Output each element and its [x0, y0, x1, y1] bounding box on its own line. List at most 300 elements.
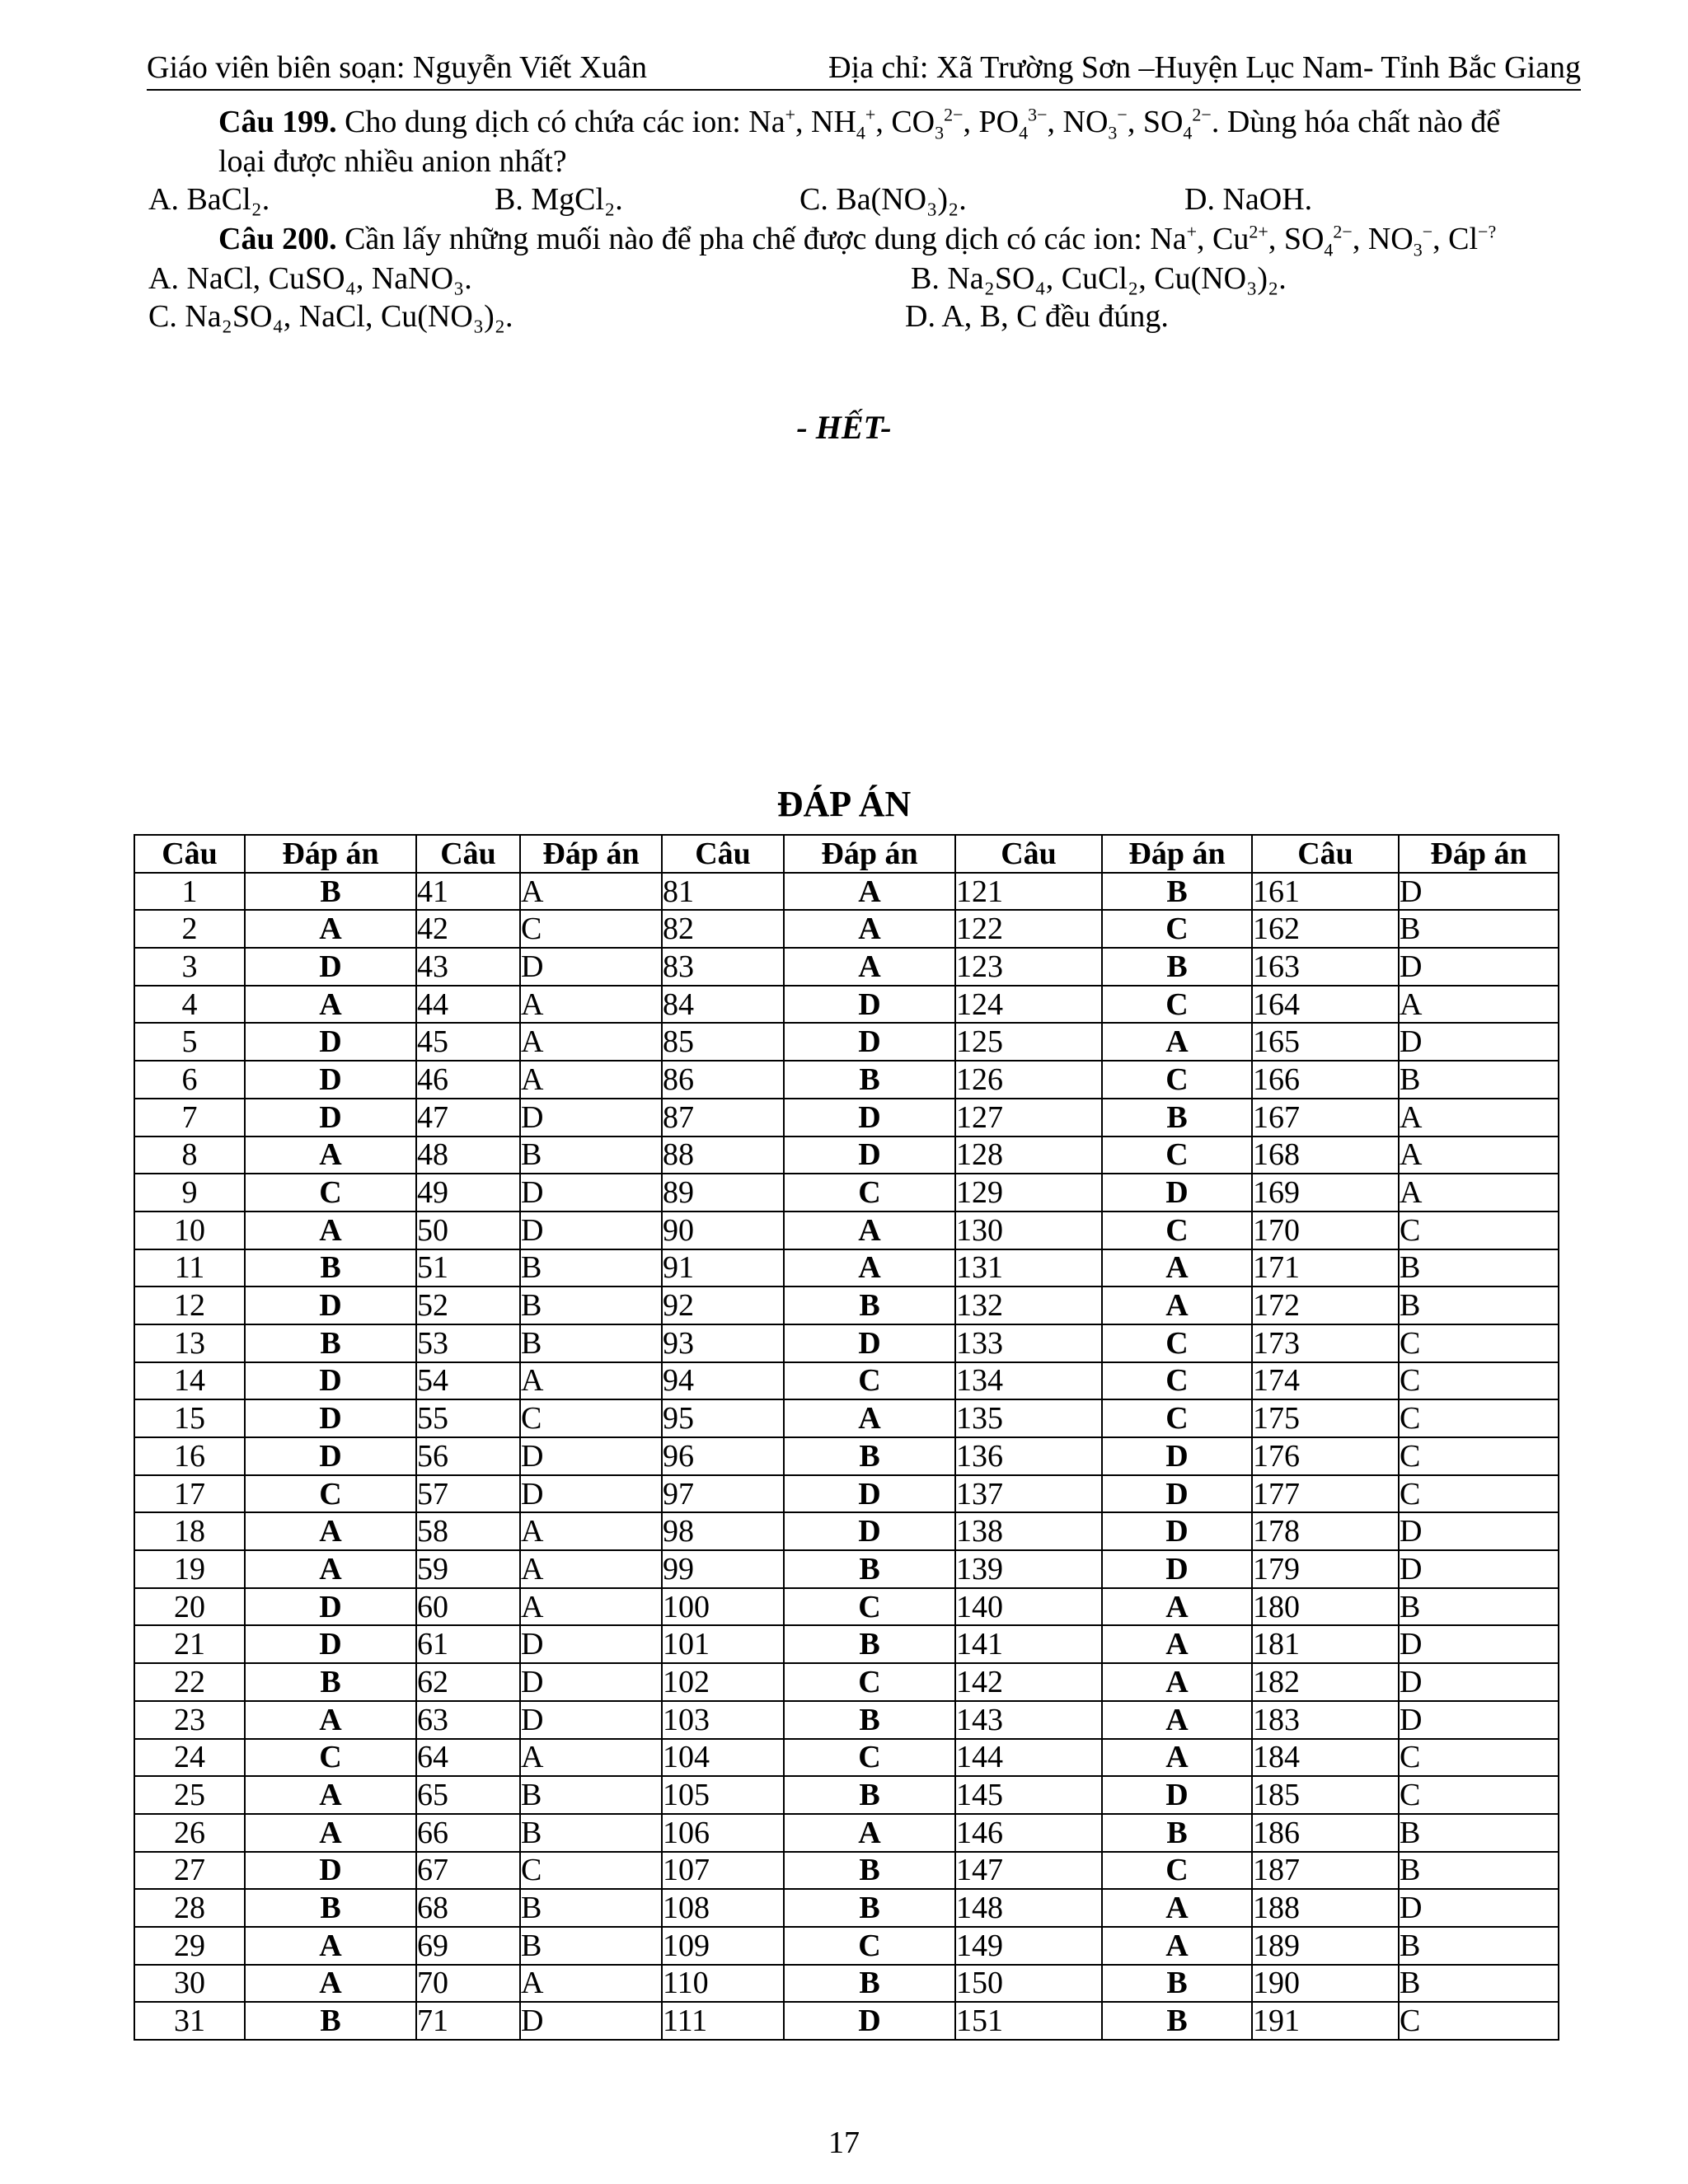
question-number-cell: 148 — [955, 1889, 1102, 1927]
answer-cell: A — [245, 986, 416, 1024]
question-number-cell: 96 — [662, 1437, 784, 1475]
table-row — [134, 2002, 1559, 2040]
answer-cell: A — [1399, 1174, 1559, 1212]
page-number: 17 — [828, 2125, 860, 2160]
answer-table-header — [134, 835, 1559, 873]
answer-cell: A — [520, 1550, 662, 1588]
question-number-cell: 177 — [1252, 1475, 1399, 1513]
answer-cell: A — [1102, 1739, 1252, 1777]
question-number-cell: 146 — [955, 1814, 1102, 1852]
answer-cell: A — [784, 873, 955, 911]
table-row — [134, 1852, 1559, 1890]
question-number-cell: 25 — [134, 1776, 245, 1814]
answer-cell: C — [1399, 1776, 1559, 1814]
answer-cell: D — [520, 2002, 662, 2040]
question-number-cell: 71 — [416, 2002, 520, 2040]
answer-cell: A — [520, 1023, 662, 1061]
question-number-cell: 172 — [1252, 1286, 1399, 1324]
question-number-cell: 24 — [134, 1739, 245, 1777]
col-header: Đáp án — [1102, 835, 1252, 873]
option-199-c: C. Ba(NO₃)₂. — [799, 182, 967, 217]
answer-cell: A — [1102, 1701, 1252, 1739]
table-row — [134, 1927, 1559, 1965]
answer-cell: B — [784, 1889, 955, 1927]
question-number-cell: 66 — [416, 1814, 520, 1852]
answer-table-body — [134, 873, 1559, 2040]
question-number-cell: 81 — [662, 873, 784, 911]
question-number-cell: 87 — [662, 1099, 784, 1137]
answer-cell: C — [784, 1588, 955, 1626]
question-number-cell: 89 — [662, 1174, 784, 1212]
answer-cell: D — [1102, 1174, 1252, 1212]
question-number-cell: 101 — [662, 1625, 784, 1663]
col-header: Đáp án — [784, 835, 955, 873]
answer-cell: C — [1102, 1852, 1252, 1890]
question-number-cell: 107 — [662, 1852, 784, 1890]
answer-cell: C — [520, 1852, 662, 1890]
question-number-cell: 70 — [416, 1965, 520, 2003]
question-number-cell: 162 — [1252, 910, 1399, 948]
question-number-cell: 100 — [662, 1588, 784, 1626]
question-number-cell: 95 — [662, 1399, 784, 1437]
answer-cell: D — [784, 1512, 955, 1550]
answer-cell: C — [1399, 1739, 1559, 1777]
answer-cell: A — [520, 1739, 662, 1777]
author-label: Giáo viên biên soạn: Nguyễn Viết Xuân — [147, 50, 647, 85]
question-number-cell: 149 — [955, 1927, 1102, 1965]
question-number-cell: 50 — [416, 1212, 520, 1249]
question-number-cell: 7 — [134, 1099, 245, 1137]
question-number-cell: 91 — [662, 1249, 784, 1287]
answer-cell: A — [520, 1965, 662, 2003]
question-number-cell: 176 — [1252, 1437, 1399, 1475]
answer-cell: A — [245, 1212, 416, 1249]
question-number-cell: 41 — [416, 873, 520, 911]
question-number-cell: 55 — [416, 1399, 520, 1437]
answer-cell: C — [1399, 1362, 1559, 1400]
question-number-cell: 17 — [134, 1475, 245, 1513]
question-number-cell: 99 — [662, 1550, 784, 1588]
answer-cell: C — [1102, 1362, 1252, 1400]
table-row — [134, 1324, 1559, 1362]
answer-cell: A — [245, 910, 416, 948]
question-number-cell: 82 — [662, 910, 784, 948]
question-number-cell: 144 — [955, 1739, 1102, 1777]
answer-cell: D — [245, 1099, 416, 1137]
question-number-cell: 49 — [416, 1174, 520, 1212]
question-number-cell: 180 — [1252, 1588, 1399, 1626]
option-200-c: C. Na₂SO₄, NaCl, Cu(NO₃)₂. — [148, 299, 513, 334]
answer-cell: B — [784, 1701, 955, 1739]
question-number-cell: 86 — [662, 1061, 784, 1099]
answer-cell: B — [245, 1324, 416, 1362]
question-number-cell: 134 — [955, 1362, 1102, 1400]
answer-cell: B — [784, 1625, 955, 1663]
answer-cell: A — [245, 1776, 416, 1814]
answer-cell: A — [520, 1588, 662, 1626]
answer-cell: D — [1102, 1437, 1252, 1475]
answer-cell: D — [520, 1099, 662, 1137]
end-mark: - HẾT- — [796, 409, 892, 446]
question-number-cell: 132 — [955, 1286, 1102, 1324]
answer-cell: C — [520, 1399, 662, 1437]
answer-cell: C — [1102, 1212, 1252, 1249]
question-number-cell: 68 — [416, 1889, 520, 1927]
question-number-cell: 90 — [662, 1212, 784, 1249]
question-number-cell: 57 — [416, 1475, 520, 1513]
table-row — [134, 1437, 1559, 1475]
question-number-cell: 128 — [955, 1137, 1102, 1174]
answer-cell: B — [1399, 910, 1559, 948]
question-number-cell: 191 — [1252, 2002, 1399, 2040]
answer-cell: D — [520, 1174, 662, 1212]
answer-cell: D — [1399, 1550, 1559, 1588]
answer-cell: C — [1399, 1437, 1559, 1475]
question-number-cell: 8 — [134, 1137, 245, 1174]
question-number-cell: 139 — [955, 1550, 1102, 1588]
question-199-label: Câu 199. — [218, 105, 337, 139]
answer-cell: B — [1399, 1061, 1559, 1099]
table-row — [134, 1965, 1559, 2003]
col-header: Câu — [955, 835, 1102, 873]
answer-cell: D — [520, 948, 662, 986]
page-header — [147, 46, 1581, 91]
answer-cell: B — [520, 1889, 662, 1927]
answer-cell: D — [245, 1437, 416, 1475]
answer-cell: A — [784, 1399, 955, 1437]
question-number-cell: 16 — [134, 1437, 245, 1475]
answer-cell: A — [245, 1550, 416, 1588]
question-number-cell: 14 — [134, 1362, 245, 1400]
question-number-cell: 122 — [955, 910, 1102, 948]
answer-cell: B — [245, 1889, 416, 1927]
question-number-cell: 4 — [134, 986, 245, 1024]
question-number-cell: 45 — [416, 1023, 520, 1061]
answer-cell: D — [245, 1286, 416, 1324]
answer-cell: D — [245, 1023, 416, 1061]
answer-cell: D — [1399, 1625, 1559, 1663]
question-number-cell: 135 — [955, 1399, 1102, 1437]
answer-cell: D — [784, 986, 955, 1024]
answer-table — [134, 834, 1559, 2041]
question-number-cell: 88 — [662, 1137, 784, 1174]
answer-cell: D — [784, 1137, 955, 1174]
question-number-cell: 111 — [662, 2002, 784, 2040]
question-number-cell: 29 — [134, 1927, 245, 1965]
answer-cell: D — [520, 1625, 662, 1663]
answer-cell: A — [245, 1814, 416, 1852]
question-number-cell: 190 — [1252, 1965, 1399, 2003]
address-label: Địa chỉ: Xã Trường Sơn –Huyện Lục Nam- Tỉnh Bắc Giang — [828, 50, 1581, 85]
answer-cell: A — [1102, 1889, 1252, 1927]
question-number-cell: 84 — [662, 986, 784, 1024]
question-number-cell: 48 — [416, 1137, 520, 1174]
answer-cell: A — [784, 1249, 955, 1287]
table-row — [134, 986, 1559, 1024]
question-number-cell: 6 — [134, 1061, 245, 1099]
answer-cell: A — [1399, 986, 1559, 1024]
question-200-stem: Câu 200. Cần lấy những muối nào để pha chế được dung dịch có các ion: Na+, $Cu^{2+}$, $SO_4^{2-}$, $NO_3^-$, Cl−? — [218, 221, 1497, 260]
answer-cell: B — [1399, 1588, 1559, 1626]
option-199-d: D. NaOH. — [1184, 182, 1313, 217]
answer-cell: B — [784, 1286, 955, 1324]
question-number-cell: 18 — [134, 1512, 245, 1550]
question-number-cell: 30 — [134, 1965, 245, 2003]
answer-cell: D — [784, 1023, 955, 1061]
question-number-cell: 64 — [416, 1739, 520, 1777]
answer-cell: C — [245, 1475, 416, 1513]
answer-cell: D — [520, 1475, 662, 1513]
option-200-a: A. NaCl, CuSO₄, NaNO₃. — [148, 261, 472, 296]
answer-cell: B — [1102, 948, 1252, 986]
question-number-cell: 65 — [416, 1776, 520, 1814]
answer-cell: D — [245, 1362, 416, 1400]
answer-cell: D — [520, 1212, 662, 1249]
table-row — [134, 1475, 1559, 1513]
answer-cell: B — [245, 2002, 416, 2040]
table-row — [134, 1701, 1559, 1739]
answer-cell: A — [784, 910, 955, 948]
question-number-cell: 126 — [955, 1061, 1102, 1099]
answer-cell: D — [245, 948, 416, 986]
answer-cell: C — [1399, 1324, 1559, 1362]
question-number-cell: 92 — [662, 1286, 784, 1324]
option-200-b: B. Na₂SO₄, CuCl₂, Cu(NO₃)₂. — [911, 261, 1287, 296]
answer-cell: B — [784, 1852, 955, 1890]
answer-cell: D — [784, 2002, 955, 2040]
question-number-cell: 23 — [134, 1701, 245, 1739]
table-row — [134, 1249, 1559, 1287]
answer-cell: C — [1102, 1324, 1252, 1362]
question-number-cell: 150 — [955, 1965, 1102, 2003]
table-row — [134, 1625, 1559, 1663]
answer-cell: C — [784, 1739, 955, 1777]
question-number-cell: 63 — [416, 1701, 520, 1739]
question-number-cell: 175 — [1252, 1399, 1399, 1437]
answer-cell: B — [1399, 1249, 1559, 1287]
answer-cell: B — [1102, 1814, 1252, 1852]
question-number-cell: 51 — [416, 1249, 520, 1287]
answer-cell: D — [1102, 1550, 1252, 1588]
question-number-cell: 185 — [1252, 1776, 1399, 1814]
answer-cell: D — [1399, 1663, 1559, 1701]
answer-cell: A — [1102, 1286, 1252, 1324]
answer-cell: C — [784, 1663, 955, 1701]
question-number-cell: 167 — [1252, 1099, 1399, 1137]
question-number-cell: 105 — [662, 1776, 784, 1814]
answer-cell: C — [1102, 1061, 1252, 1099]
question-number-cell: 108 — [662, 1889, 784, 1927]
question-200-label: Câu 200. — [218, 222, 337, 256]
question-number-cell: 178 — [1252, 1512, 1399, 1550]
question-number-cell: 174 — [1252, 1362, 1399, 1400]
question-number-cell: 15 — [134, 1399, 245, 1437]
question-number-cell: 166 — [1252, 1061, 1399, 1099]
question-number-cell: 62 — [416, 1663, 520, 1701]
question-number-cell: 109 — [662, 1927, 784, 1965]
table-row — [134, 1023, 1559, 1061]
table-row — [134, 1061, 1559, 1099]
question-number-cell: 136 — [955, 1437, 1102, 1475]
question-number-cell: 28 — [134, 1889, 245, 1927]
answer-cell: A — [1102, 1249, 1252, 1287]
question-number-cell: 164 — [1252, 986, 1399, 1024]
question-number-cell: 43 — [416, 948, 520, 986]
question-number-cell: 142 — [955, 1663, 1102, 1701]
col-header: Đáp án — [520, 835, 662, 873]
answer-cell: D — [245, 1061, 416, 1099]
table-row — [134, 910, 1559, 948]
table-row — [134, 1399, 1559, 1437]
answer-cell: B — [520, 1324, 662, 1362]
answer-cell: B — [784, 1965, 955, 2003]
answer-cell: D — [520, 1701, 662, 1739]
answer-cell: D — [1399, 1512, 1559, 1550]
question-number-cell: 67 — [416, 1852, 520, 1890]
answer-cell: A — [520, 1061, 662, 1099]
answer-cell: D — [1399, 948, 1559, 986]
answer-cell: C — [1102, 986, 1252, 1024]
question-number-cell: 52 — [416, 1286, 520, 1324]
question-number-cell: 121 — [955, 873, 1102, 911]
question-number-cell: 10 — [134, 1212, 245, 1249]
question-number-cell: 3 — [134, 948, 245, 986]
question-number-cell: 137 — [955, 1475, 1102, 1513]
table-row — [134, 1663, 1559, 1701]
col-header: Câu — [416, 835, 520, 873]
question-number-cell: 145 — [955, 1776, 1102, 1814]
question-number-cell: 130 — [955, 1212, 1102, 1249]
answer-cell: A — [784, 948, 955, 986]
answer-cell: C — [1399, 2002, 1559, 2040]
answer-cell: C — [784, 1362, 955, 1400]
question-number-cell: 60 — [416, 1588, 520, 1626]
answer-cell: D — [520, 1437, 662, 1475]
question-number-cell: 171 — [1252, 1249, 1399, 1287]
question-number-cell: 133 — [955, 1324, 1102, 1362]
option-199-b: B. MgCl₂. — [495, 182, 623, 217]
question-number-cell: 168 — [1252, 1137, 1399, 1174]
question-number-cell: 184 — [1252, 1739, 1399, 1777]
answer-cell: B — [784, 1776, 955, 1814]
answer-cell: B — [784, 1437, 955, 1475]
question-number-cell: 1 — [134, 873, 245, 911]
question-number-cell: 46 — [416, 1061, 520, 1099]
question-number-cell: 138 — [955, 1512, 1102, 1550]
question-number-cell: 151 — [955, 2002, 1102, 2040]
question-number-cell: 58 — [416, 1512, 520, 1550]
answer-cell: C — [1399, 1475, 1559, 1513]
answer-cell: D — [784, 1324, 955, 1362]
table-row — [134, 1174, 1559, 1212]
question-number-cell: 59 — [416, 1550, 520, 1588]
question-number-cell: 143 — [955, 1701, 1102, 1739]
answer-cell: A — [245, 1965, 416, 2003]
question-number-cell: 183 — [1252, 1701, 1399, 1739]
answer-cell: A — [1102, 1588, 1252, 1626]
col-header: Câu — [134, 835, 245, 873]
question-number-cell: 165 — [1252, 1023, 1399, 1061]
question-number-cell: 179 — [1252, 1550, 1399, 1588]
question-number-cell: 42 — [416, 910, 520, 948]
question-199-line2: loại được nhiều anion nhất? — [218, 144, 567, 179]
answer-cell: B — [784, 1550, 955, 1588]
question-number-cell: 169 — [1252, 1174, 1399, 1212]
answer-cell: A — [1102, 1625, 1252, 1663]
answer-cell: B — [245, 1249, 416, 1287]
question-number-cell: 102 — [662, 1663, 784, 1701]
answer-cell: B — [520, 1249, 662, 1287]
table-row — [134, 948, 1559, 986]
answer-cell: D — [520, 1663, 662, 1701]
question-number-cell: 147 — [955, 1852, 1102, 1890]
question-number-cell: 103 — [662, 1701, 784, 1739]
answer-cell: B — [1399, 1927, 1559, 1965]
question-number-cell: 182 — [1252, 1663, 1399, 1701]
question-199-stem: Câu 199. Cho dung dịch có chứa các ion: Na+, $NH_4^+$, $CO_3^{2-}$, $PO_4^{3-}$, $NO_3^-$, $SO_4^{2-}$. Dùng hóa chất nào để — [218, 104, 1501, 143]
answer-cell: D — [245, 1399, 416, 1437]
question-number-cell: 161 — [1252, 873, 1399, 911]
answer-cell: A — [520, 1512, 662, 1550]
answer-cell: B — [520, 1814, 662, 1852]
question-number-cell: 31 — [134, 2002, 245, 2040]
question-number-cell: 93 — [662, 1324, 784, 1362]
table-row — [134, 1212, 1559, 1249]
answer-cell: B — [1102, 1099, 1252, 1137]
answer-cell: D — [1102, 1512, 1252, 1550]
table-row — [134, 1776, 1559, 1814]
col-header: Câu — [1252, 835, 1399, 873]
table-row — [134, 1362, 1559, 1400]
question-number-cell: 12 — [134, 1286, 245, 1324]
answer-cell: B — [1102, 2002, 1252, 2040]
question-number-cell: 27 — [134, 1852, 245, 1890]
answer-cell: A — [245, 1512, 416, 1550]
table-row — [134, 1512, 1559, 1550]
question-number-cell: 188 — [1252, 1889, 1399, 1927]
col-header: Đáp án — [245, 835, 416, 873]
question-number-cell: 9 — [134, 1174, 245, 1212]
question-number-cell: 186 — [1252, 1814, 1399, 1852]
answers-title: ĐÁP ÁN — [776, 784, 912, 824]
question-number-cell: 141 — [955, 1625, 1102, 1663]
answer-cell: B — [520, 1927, 662, 1965]
answer-cell: B — [1399, 1286, 1559, 1324]
question-number-cell: 140 — [955, 1588, 1102, 1626]
question-number-cell: 83 — [662, 948, 784, 986]
question-number-cell: 69 — [416, 1927, 520, 1965]
answer-cell: A — [784, 1814, 955, 1852]
table-row — [134, 1739, 1559, 1777]
answer-cell: C — [784, 1174, 955, 1212]
answer-cell: A — [520, 1362, 662, 1400]
answer-cell: A — [245, 1927, 416, 1965]
answer-cell: B — [245, 873, 416, 911]
question-number-cell: 123 — [955, 948, 1102, 986]
question-number-cell: 127 — [955, 1099, 1102, 1137]
question-number-cell: 170 — [1252, 1212, 1399, 1249]
answer-cell: D — [1399, 1889, 1559, 1927]
answer-cell: C — [245, 1174, 416, 1212]
question-number-cell: 26 — [134, 1814, 245, 1852]
answer-cell: D — [784, 1475, 955, 1513]
question-number-cell: 125 — [955, 1023, 1102, 1061]
question-number-cell: 94 — [662, 1362, 784, 1400]
table-row — [134, 1137, 1559, 1174]
answer-cell: B — [1399, 1852, 1559, 1890]
question-number-cell: 2 — [134, 910, 245, 948]
answer-cell: A — [1102, 1663, 1252, 1701]
